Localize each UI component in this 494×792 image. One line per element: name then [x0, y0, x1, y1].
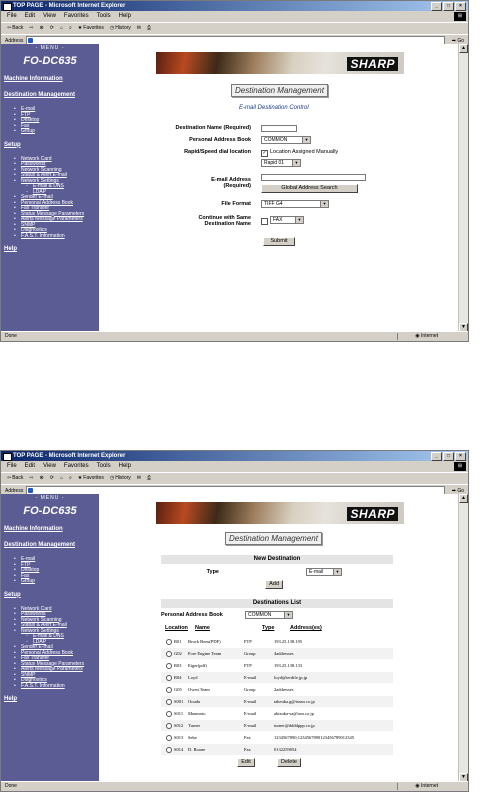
table-row[interactable] [161, 684, 393, 695]
link-status-alert-email[interactable]: • Status & Alert E-mail [21, 173, 99, 179]
row-radio[interactable] [166, 711, 172, 717]
table-row[interactable] [161, 720, 393, 731]
table-header [165, 625, 395, 633]
window-title: TOP PAGE - Microsoft Internet Explorer [13, 3, 126, 9]
go-button[interactable]: ➡ Go [451, 487, 464, 494]
personal-address-book-select[interactable]: COMMON ▼ [245, 611, 293, 619]
ie-app-icon [3, 3, 12, 11]
menu-file[interactable]: File [7, 463, 17, 469]
page-content [1, 494, 468, 782]
table-row[interactable] [161, 636, 393, 647]
destination-links [1, 557, 99, 585]
row-radio[interactable] [166, 735, 172, 741]
cell-name: Bruck Beeu(PDF) [188, 639, 221, 644]
label-continue-destination: Destination Name [204, 221, 251, 227]
link-personal-address-book[interactable]: • Personal Address Book [21, 651, 99, 657]
cell-location: S012 [174, 723, 184, 728]
delete-button[interactable]: Delete [277, 758, 301, 767]
cell-name: Eiger(pdf) [188, 663, 207, 668]
globe-icon: ◉ [415, 333, 420, 339]
search-icon: ⌕ [68, 475, 72, 481]
menu-favorites[interactable]: Favorites [63, 13, 89, 19]
main-panel [101, 44, 458, 332]
link-ftp[interactable]: • FTP [21, 563, 99, 569]
menu-help[interactable]: Help [118, 463, 131, 469]
label-email-required: (Required) [223, 183, 251, 189]
table-row[interactable] [161, 672, 393, 683]
stop-icon: ⊗ [39, 475, 44, 481]
link-fax[interactable]: • Fax [21, 124, 99, 130]
link-email[interactable]: • E-mail [21, 557, 99, 563]
cell-name: Sebe [188, 735, 197, 740]
row-radio[interactable] [166, 651, 172, 657]
back-arrow-icon: ⇦ [7, 25, 12, 31]
link-desktop[interactable]: • Desktop [21, 568, 99, 574]
stop-icon: ⊗ [39, 25, 44, 31]
scroll-up-icon[interactable]: ▲ [459, 44, 468, 53]
link-status-message-parameters[interactable]: • Status Message Parameters [21, 662, 99, 668]
maximize-button[interactable]: □ [443, 2, 454, 11]
link-desktop[interactable]: • Desktop [21, 118, 99, 124]
label-file-format: File Format [221, 201, 251, 207]
col-name: Name [195, 625, 210, 631]
title-bar [1, 1, 468, 11]
link-machine-information[interactable]: Machine Information [4, 526, 63, 532]
cell-type: FTP [244, 639, 252, 644]
row-radio[interactable] [166, 723, 172, 729]
link-fax-transfer[interactable]: • Fax Transfer [21, 206, 99, 212]
row-radio[interactable] [166, 639, 172, 645]
print-icon: ⎙ [146, 475, 151, 481]
table-row[interactable] [161, 660, 393, 671]
menu-caption: - MENU - [35, 495, 65, 501]
row-radio[interactable] [166, 675, 172, 681]
cell-address: 193.25.138.195 [274, 639, 303, 644]
menu-tools[interactable]: Tools [96, 13, 111, 19]
sidebar [1, 494, 99, 782]
col-location: Location [165, 625, 188, 631]
home-icon: ⌂ [59, 475, 63, 481]
mail-button[interactable] [137, 473, 141, 484]
add-button[interactable]: Add [265, 580, 283, 589]
cell-type: E-mail [244, 675, 257, 680]
forward-arrow-icon: ⇨ [29, 25, 34, 31]
new-destination-header: New Destination [161, 555, 393, 564]
global-address-search-button[interactable]: Global Address Search [261, 184, 358, 193]
refresh-icon: ⟳ [49, 475, 54, 481]
menu-favorites[interactable]: Favorites [63, 463, 89, 469]
table-row[interactable] [161, 744, 393, 755]
chevron-down-icon: ▼ [333, 569, 341, 575]
status-separator [397, 783, 398, 790]
forward-button[interactable] [29, 473, 33, 484]
cell-name: Loyd [188, 675, 198, 680]
submit-button[interactable]: Submit [263, 237, 295, 246]
close-button[interactable]: × [455, 452, 466, 461]
print-button[interactable] [147, 473, 151, 484]
ie-app-icon [3, 453, 12, 461]
link-destination-management[interactable]: Destination Management [4, 92, 76, 98]
cell-location: R04 [174, 675, 182, 680]
cell-location: S001 [174, 699, 184, 704]
link-email[interactable]: • E-mail [21, 107, 99, 113]
cell-name: Maumoto [188, 711, 206, 716]
link-snmp[interactable]: • SNMP [21, 223, 99, 229]
chevron-down-icon: ▼ [284, 612, 292, 618]
cell-name: Oouda [188, 699, 200, 704]
back-button[interactable]: ⇦ Back [7, 473, 23, 484]
link-diagnostics[interactable]: • Diagnostics [21, 228, 99, 234]
mail-icon: ✉ [136, 25, 141, 31]
label-personal-address-book: Personal Address Book [161, 612, 223, 618]
status-zone: ◉ Internet [415, 783, 438, 789]
forward-button[interactable] [29, 23, 33, 34]
sharp-banner [156, 52, 404, 74]
menu-view[interactable]: View [43, 463, 56, 469]
sidebar [1, 44, 99, 332]
browser-window-email-destination [0, 0, 469, 342]
destination-links [1, 107, 99, 135]
title-bar [1, 451, 468, 461]
setup-links [1, 607, 99, 690]
link-setup[interactable]: Setup [4, 591, 21, 598]
scroll-down-icon[interactable]: ▼ [459, 773, 468, 782]
cell-address: 0132259054 [274, 747, 297, 752]
destinations-table [161, 636, 393, 774]
link-group[interactable]: • Group [21, 579, 99, 585]
chevron-down-icon: ▼ [320, 201, 328, 207]
sharp-banner [156, 502, 404, 524]
history-icon: ◷ [109, 475, 115, 481]
windows-logo-icon: ⊞ [454, 12, 466, 21]
link-alerts-message-parameters[interactable]: • Alerts Message Parameters [21, 217, 99, 223]
table-row[interactable] [161, 708, 393, 719]
back-arrow-icon: ⇦ [7, 475, 12, 481]
cell-location: S013 [174, 735, 184, 740]
continue-same-checkbox[interactable] [261, 218, 268, 225]
cell-type: Fax [244, 735, 251, 740]
link-passwords[interactable]: • Passwords [21, 612, 99, 618]
stop-button[interactable] [40, 23, 44, 34]
link-network-scanning[interactable]: • Network Scanning [21, 618, 99, 624]
col-type: Type [262, 625, 275, 631]
link-network-settings[interactable]: • Network Settings [21, 179, 99, 185]
address-label: Address [5, 487, 24, 494]
row-radio[interactable] [166, 687, 172, 693]
print-button[interactable] [147, 23, 151, 34]
label-destination-name: Destination Name (Required) [175, 125, 251, 131]
toolbar [1, 472, 468, 484]
link-fax[interactable]: • Fax [21, 574, 99, 580]
search-icon: ⌕ [68, 25, 72, 31]
history-icon: ◷ [109, 25, 115, 31]
label-email-address: E-mail Address [211, 177, 251, 183]
cell-address: 2addresses [274, 687, 294, 692]
link-ldap[interactable]: ◦ LDAP [33, 190, 99, 196]
menu-edit[interactable]: Edit [24, 13, 36, 19]
favorites-button[interactable]: ★ Favorites [78, 473, 104, 484]
stop-button[interactable] [40, 473, 44, 484]
cell-address: loyd@terdife.jp.jp [274, 675, 308, 680]
link-setup[interactable]: Setup [4, 141, 21, 148]
print-icon: ⎙ [146, 25, 151, 31]
mail-icon: ✉ [136, 475, 141, 481]
page-title: Destination Management [225, 532, 322, 545]
cell-location: S014 [174, 747, 184, 752]
chevron-down-icon: ▼ [292, 160, 300, 166]
page-content [1, 44, 468, 332]
cell-type: FTP [244, 663, 252, 668]
history-button[interactable]: ◷ History [110, 473, 131, 484]
window-title: TOP PAGE - Microsoft Internet Explorer [13, 453, 126, 459]
status-zone: ◉ Internet [415, 333, 438, 339]
vertical-scrollbar[interactable] [458, 494, 468, 782]
link-alerts-message-parameters[interactable]: • Alerts Message Parameters [21, 667, 99, 673]
link-group[interactable]: • Group [21, 129, 99, 135]
cell-location: G05 [174, 687, 182, 692]
email-address-input[interactable] [261, 174, 366, 181]
cell-address: takeuka.g@isnsn.co.jp [274, 699, 315, 704]
link-network-settings[interactable]: • Network Settings [21, 629, 99, 635]
menu-file[interactable]: File [7, 13, 17, 19]
link-sender-email[interactable]: • Sender E-mail [21, 195, 99, 201]
table-row[interactable] [161, 648, 393, 659]
row-radio[interactable] [166, 663, 172, 669]
type-select[interactable]: E-mail ▼ [306, 568, 342, 576]
cell-name: Turner [188, 723, 201, 728]
cell-type: Fax [244, 747, 251, 752]
menu-edit[interactable]: Edit [24, 463, 36, 469]
main-panel [101, 494, 458, 782]
destination-name-input[interactable] [261, 125, 297, 132]
link-ldap[interactable]: ◦ LDAP [33, 640, 99, 646]
destinations-list-header: Destinations List [161, 599, 393, 608]
link-fast-information[interactable]: • F.A.S.T. Information [21, 684, 99, 690]
page-icon [28, 38, 33, 43]
scroll-down-icon[interactable]: ▼ [459, 323, 468, 332]
search-button[interactable] [69, 23, 72, 34]
link-status-alert-email[interactable]: • Status & Alert E-mail [21, 623, 99, 629]
status-done: Done [5, 783, 17, 789]
go-button[interactable]: ➡ Go [451, 37, 464, 44]
star-icon: ★ [77, 475, 83, 481]
label-personal-address-book: Personal Address Book [189, 137, 251, 143]
link-email-dns[interactable]: ◦ E-mail & DNS [33, 184, 99, 190]
menu-tools[interactable]: Tools [96, 463, 111, 469]
status-done: Done [5, 333, 17, 339]
menu-bar [1, 11, 468, 22]
link-sender-email[interactable]: • Sender E-mail [21, 645, 99, 651]
link-network-card[interactable]: • Network Card [21, 157, 99, 163]
menu-help[interactable]: Help [118, 13, 131, 19]
star-icon: ★ [77, 25, 83, 31]
sharp-logo: SHARP [347, 507, 398, 521]
link-destination-management[interactable]: Destination Management [4, 542, 76, 548]
link-machine-information[interactable]: Machine Information [4, 76, 63, 82]
link-status-message-parameters[interactable]: • Status Message Parameters [21, 212, 99, 218]
cell-location: R01 [174, 639, 182, 644]
link-network-card[interactable]: • Network Card [21, 607, 99, 613]
rapid-location-select[interactable]: Rapid 01 ▼ [261, 159, 301, 167]
menu-caption: - MENU - [35, 45, 65, 51]
row-radio[interactable] [166, 699, 172, 705]
page-icon [28, 488, 33, 493]
minimize-button[interactable]: _ [431, 452, 442, 461]
page-subtitle: E-mail Destination Control [239, 105, 309, 111]
file-format-select[interactable]: TIFF G4 ▼ [261, 200, 329, 208]
refresh-icon: ⟳ [49, 25, 54, 31]
cell-location: G02 [174, 651, 182, 656]
link-email-dns[interactable]: ◦ E-mail & DNS [33, 634, 99, 640]
cell-type: Group [244, 687, 256, 692]
browser-window-destination-list [0, 450, 469, 792]
vertical-scrollbar[interactable] [458, 44, 468, 332]
cell-type: E-mail [244, 711, 257, 716]
sharp-logo: SHARP [347, 57, 398, 71]
history-button[interactable]: ◷ History [110, 23, 131, 34]
personal-address-book-select[interactable]: COMMON ▼ [261, 136, 311, 144]
cell-address: akizuka-sa@ism.co.jp [274, 711, 314, 716]
toolbar [1, 22, 468, 34]
cell-location: R03 [174, 663, 182, 668]
label-continue-same: Continue with Same [198, 215, 251, 221]
location-assigned-checkbox[interactable]: ✓ [262, 150, 267, 156]
globe-icon: ◉ [415, 783, 420, 789]
search-button[interactable] [69, 473, 72, 484]
cell-type: E-mail [244, 699, 257, 704]
link-fast-information[interactable]: • F.A.S.T. Information [21, 234, 99, 240]
page-title: Destination Management [231, 84, 328, 97]
row-radio[interactable] [166, 747, 172, 753]
label-type: Type [206, 569, 219, 575]
continue-type-select[interactable]: FAX ▼ [270, 216, 304, 224]
edit-button[interactable]: Edit [237, 758, 255, 767]
refresh-button[interactable] [50, 23, 54, 34]
cell-type: E-mail [244, 723, 257, 728]
table-row[interactable] [161, 732, 393, 743]
link-snmp[interactable]: • SNMP [21, 673, 99, 679]
scroll-up-icon[interactable]: ▲ [459, 494, 468, 503]
status-bar [1, 331, 468, 341]
label-rapid-speed: Rapid/Speed dial location [184, 149, 251, 155]
table-row[interactable] [161, 696, 393, 707]
link-network-scanning[interactable]: • Network Scanning [21, 168, 99, 174]
cell-address: 193.25.138.133 [274, 663, 303, 668]
mail-button[interactable] [137, 23, 141, 34]
cell-location: S011 [174, 711, 184, 716]
chevron-down-icon: ▼ [302, 137, 310, 143]
cell-type: Group [244, 651, 256, 656]
link-personal-address-book[interactable]: • Personal Address Book [21, 201, 99, 207]
maximize-button[interactable]: □ [443, 452, 454, 461]
model-name: FO-DC635 [23, 505, 77, 517]
minimize-button[interactable]: _ [431, 2, 442, 11]
cell-name: Owen Team [188, 687, 210, 692]
cell-address: 4addresses [274, 651, 294, 656]
home-button[interactable] [60, 473, 63, 484]
windows-logo-icon: ⊞ [454, 462, 466, 471]
favorites-button[interactable]: ★ Favorites [78, 23, 104, 34]
chevron-down-icon: ▼ [295, 217, 303, 223]
menu-view[interactable]: View [43, 13, 56, 19]
home-icon: ⌂ [59, 25, 63, 31]
forward-arrow-icon: ⇨ [29, 475, 34, 481]
link-help[interactable]: Help [4, 696, 18, 702]
model-name: FO-DC635 [23, 55, 77, 67]
setup-links [1, 157, 99, 240]
home-button[interactable] [60, 23, 63, 34]
back-button[interactable]: ⇦ Back [7, 23, 23, 34]
cell-address: turner@ddddppp.co.jp [274, 723, 315, 728]
location-assigned-label: Location Assigned Manually [270, 149, 339, 155]
link-diagnostics[interactable]: • Diagnostics [21, 678, 99, 684]
cell-name: Fore Engine Team [188, 651, 222, 656]
col-addresses: Address(es) [290, 625, 322, 631]
address-label: Address [5, 37, 24, 44]
link-ftp[interactable]: • FTP [21, 113, 99, 119]
cell-name: D. Boone [188, 747, 206, 752]
link-fax-transfer[interactable]: • Fax Transfer [21, 656, 99, 662]
link-help[interactable]: Help [4, 246, 18, 252]
menu-bar [1, 461, 468, 472]
refresh-button[interactable] [50, 473, 54, 484]
cell-address: 1234567890;1234567890123456789012345 [274, 735, 355, 740]
status-separator [397, 333, 398, 340]
close-button[interactable]: × [455, 2, 466, 11]
link-passwords[interactable]: • Passwords [21, 162, 99, 168]
